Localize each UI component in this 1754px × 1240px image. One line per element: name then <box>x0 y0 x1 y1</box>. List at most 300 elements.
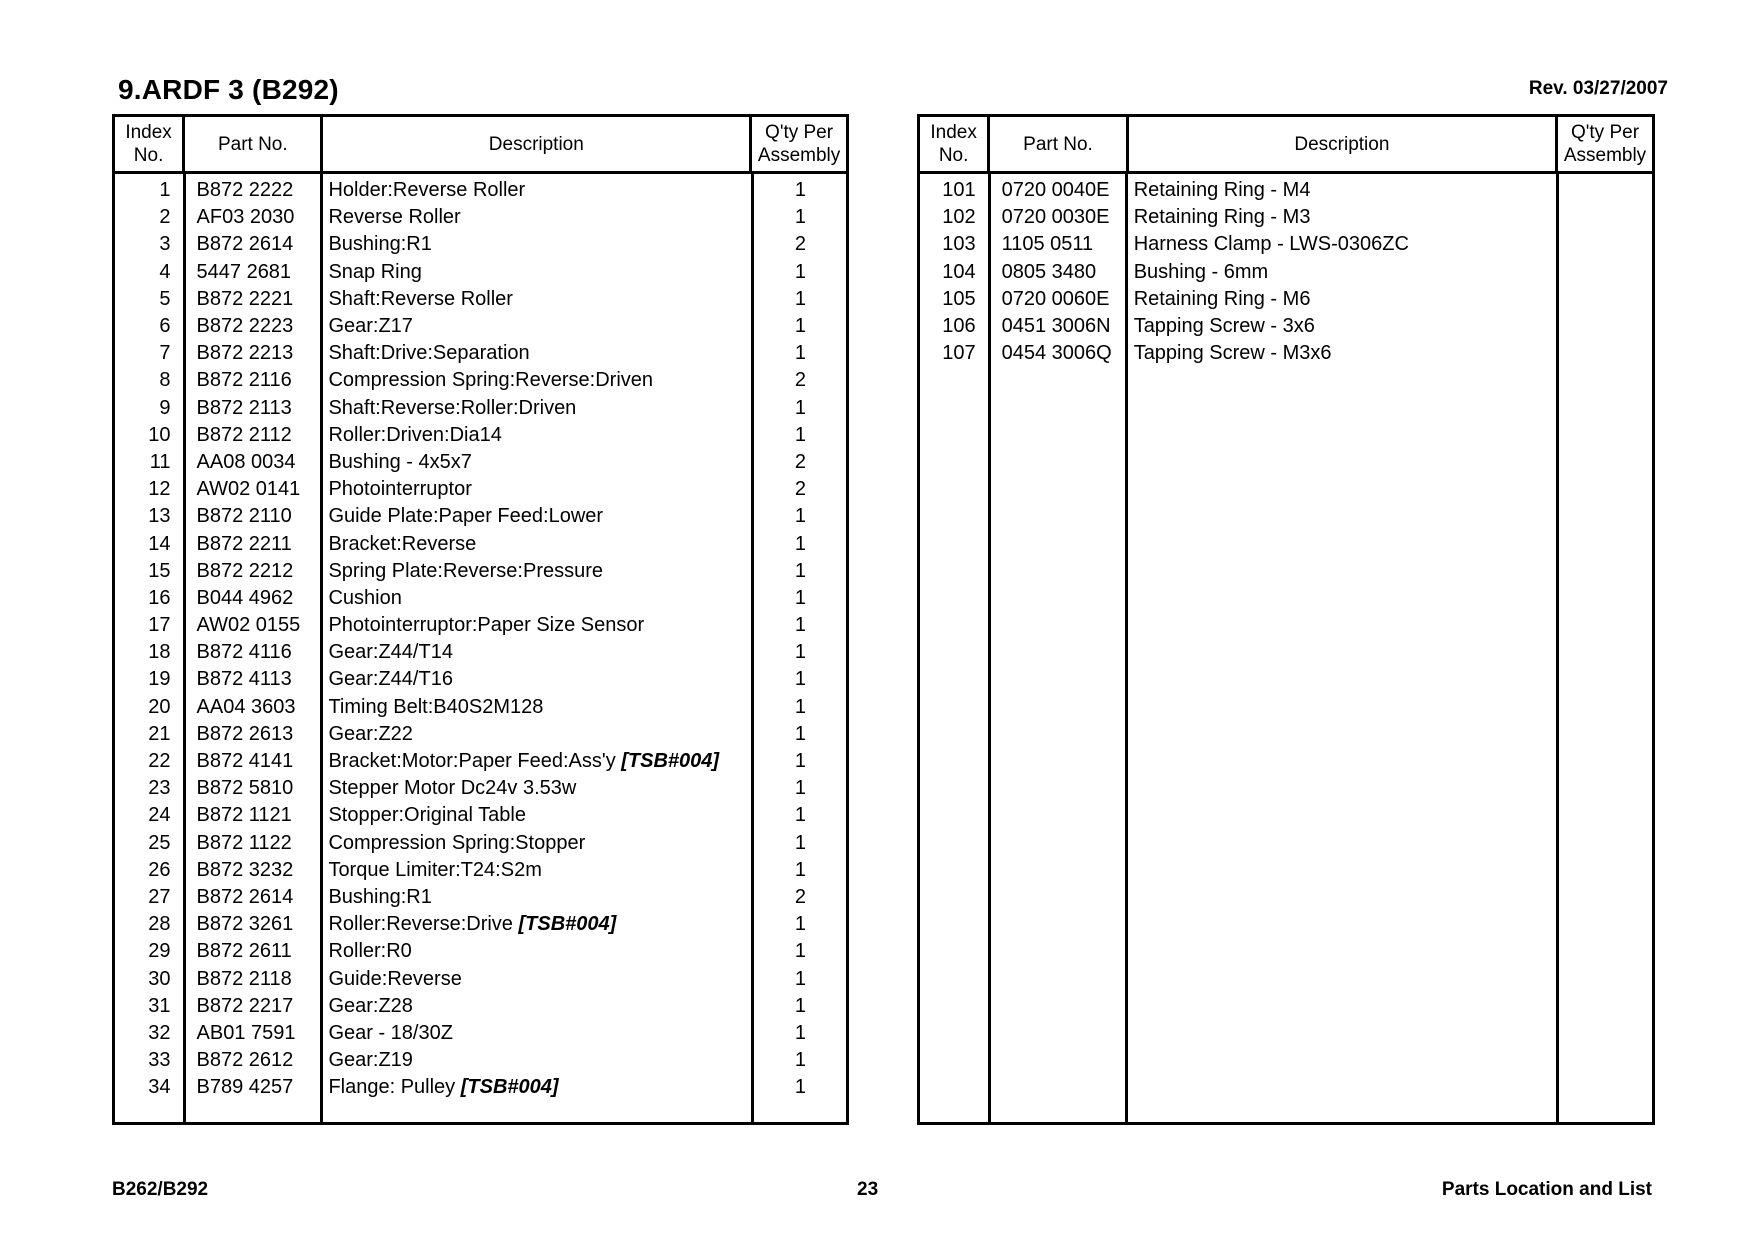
header-qty-line2: Assembly <box>1563 145 1647 166</box>
cell-qty <box>752 206 846 229</box>
cell-part-no-text: AW02 0155 <box>196 614 301 637</box>
table-body <box>115 174 846 1122</box>
cell-index-text: 12 <box>148 478 171 501</box>
header-part-no: Part No. <box>987 117 1126 171</box>
cell-part-no-text: 5447 2681 <box>196 260 292 283</box>
table-header <box>115 117 846 174</box>
cell-index <box>115 886 183 909</box>
cell-qty <box>752 560 846 583</box>
cell-qty <box>752 261 846 284</box>
parts-table-right <box>917 114 1655 1125</box>
table-header <box>920 117 1652 174</box>
cell-part-no-text: B872 2118 <box>196 967 292 990</box>
table-row <box>115 585 846 612</box>
cell-index-text: 10 <box>148 423 171 446</box>
cell-part-no <box>183 777 322 800</box>
cell-qty-text: 1 <box>794 940 806 963</box>
cell-index-text: 20 <box>148 695 171 718</box>
cell-qty-text: 1 <box>794 559 806 582</box>
cell-description-text: Flange: Pulley <box>328 1076 461 1099</box>
table-row <box>920 259 1652 286</box>
cell-index <box>115 206 183 229</box>
cell-part-no <box>183 750 322 773</box>
cell-description <box>1127 315 1558 338</box>
header-index-line1: Index <box>930 122 977 143</box>
cell-description-text: Roller:Reverse:Drive <box>328 913 519 936</box>
cell-index <box>115 723 183 746</box>
table-row <box>115 721 846 748</box>
cell-qty-text: 1 <box>794 804 806 827</box>
cell-part-no-text: 1105 0511 <box>1001 233 1094 256</box>
header-qty-line1: Q'ty Per <box>765 122 834 143</box>
cell-description-text: Photointerruptor <box>328 478 472 501</box>
cell-part-no-text: 0720 0040E <box>1001 179 1110 202</box>
cell-description-text: Harness Clamp - LWS-0306ZC <box>1133 233 1409 256</box>
header-index <box>920 117 987 171</box>
cell-part-no-text: B872 2613 <box>196 722 294 745</box>
table-row <box>115 204 846 231</box>
cell-description-text: Stepper Motor Dc24v 3.53w <box>328 777 577 800</box>
cell-index-text: 8 <box>159 369 171 392</box>
page-title: 9.ARDF 3 (B292) <box>118 74 339 105</box>
cell-index-text: 107 <box>942 342 976 365</box>
cell-index <box>115 233 183 256</box>
cell-part-no-text: AF03 2030 <box>196 206 295 229</box>
cell-qty <box>752 1022 846 1045</box>
cell-description-text: Compression Spring:Stopper <box>328 831 586 854</box>
cell-qty <box>752 451 846 474</box>
cell-qty <box>752 750 846 773</box>
header-qty <box>749 117 846 171</box>
cell-qty <box>752 804 846 827</box>
cell-index <box>115 777 183 800</box>
header-description: Description <box>320 117 749 171</box>
cell-description-text: Holder:Reverse Roller <box>328 179 526 202</box>
cell-description-text: Tapping Screw - 3x6 <box>1133 315 1315 338</box>
cell-description-text: Bushing:R1 <box>328 233 432 256</box>
cell-part-no-text: 0454 3006Q <box>1001 342 1112 365</box>
cell-qty-text: 1 <box>794 722 806 745</box>
cell-index-text: 105 <box>942 287 976 310</box>
table-row <box>920 286 1652 313</box>
cell-description <box>321 1022 751 1045</box>
cell-qty <box>752 179 846 202</box>
cell-qty-text: 1 <box>794 586 806 609</box>
cell-description-text: Reverse Roller <box>328 206 461 229</box>
cell-part-no-text: B872 2113 <box>196 396 292 419</box>
cell-index <box>115 913 183 936</box>
cell-description-text: Spring Plate:Reverse:Pressure <box>328 559 604 582</box>
cell-index-text: 32 <box>148 1021 171 1044</box>
cell-description <box>1127 288 1558 311</box>
table-row <box>115 694 846 721</box>
table-row <box>115 911 846 938</box>
header-index-line1: Index <box>125 122 172 143</box>
cell-description <box>321 1076 751 1099</box>
cell-qty <box>752 886 846 909</box>
table-row <box>115 313 846 340</box>
cell-index-text: 26 <box>148 858 171 881</box>
cell-part-no <box>183 233 322 256</box>
cell-part-no-text: B872 4116 <box>196 641 292 664</box>
table-row <box>115 802 846 829</box>
cell-description <box>321 750 751 773</box>
cell-index <box>115 1049 183 1072</box>
cell-part-no-text: B872 1121 <box>196 804 292 827</box>
cell-description-text: Roller:R0 <box>328 940 412 963</box>
cell-qty-text: 2 <box>794 450 806 473</box>
cell-index <box>920 233 988 256</box>
cell-index <box>115 342 183 365</box>
cell-index-text: 27 <box>148 885 171 908</box>
cell-qty <box>752 968 846 991</box>
cell-qty-text: 1 <box>794 831 806 854</box>
cell-part-no-text: 0720 0030E <box>1001 206 1110 229</box>
cell-description <box>321 723 751 746</box>
tsb-reference: [TSB#004] <box>621 750 720 773</box>
cell-index <box>115 424 183 447</box>
cell-index <box>115 505 183 528</box>
table-row <box>115 830 846 857</box>
cell-part-no <box>988 315 1127 338</box>
cell-part-no <box>183 940 322 963</box>
cell-description <box>321 451 751 474</box>
cell-qty <box>752 397 846 420</box>
cell-index <box>115 940 183 963</box>
tsb-reference: [TSB#004] <box>518 913 617 936</box>
cell-part-no <box>183 614 322 637</box>
cell-index-text: 25 <box>148 831 171 854</box>
cell-index-text: 3 <box>159 233 171 256</box>
cell-part-no-text: B872 2221 <box>196 287 294 310</box>
cell-description-text: Gear:Z44/T14 <box>328 641 453 664</box>
cell-index-text: 5 <box>159 287 171 310</box>
cell-qty-text: 1 <box>794 777 806 800</box>
cell-description-text: Cushion <box>328 586 402 609</box>
cell-index-text: 31 <box>148 994 171 1017</box>
table-row <box>115 395 846 422</box>
table-row <box>115 993 846 1020</box>
cell-index <box>115 1022 183 1045</box>
cell-index <box>115 261 183 284</box>
rows-left <box>115 174 846 1101</box>
cell-index <box>115 968 183 991</box>
cell-description-text: Bracket:Reverse <box>328 532 477 555</box>
table-row <box>920 313 1652 340</box>
cell-qty-text: 1 <box>794 858 806 881</box>
cell-index <box>920 261 988 284</box>
cell-description <box>321 206 751 229</box>
header-qty-line2: Assembly <box>757 145 841 166</box>
cell-part-no-text: B872 2614 <box>196 885 294 908</box>
cell-part-no <box>183 179 322 202</box>
cell-part-no <box>183 451 322 474</box>
header-qty-line1: Q'ty Per <box>1570 122 1640 143</box>
cell-qty-text: 1 <box>794 913 806 936</box>
table-row <box>115 1074 846 1101</box>
cell-index-text: 102 <box>942 206 976 229</box>
cell-part-no <box>988 206 1127 229</box>
rows-right <box>920 174 1652 367</box>
cell-description-text: Bushing - 4x5x7 <box>328 450 472 473</box>
cell-description <box>321 913 751 936</box>
cell-qty-text: 1 <box>794 315 806 338</box>
cell-index <box>920 288 988 311</box>
cell-description <box>321 804 751 827</box>
cell-qty <box>752 696 846 719</box>
cell-part-no <box>183 968 322 991</box>
cell-part-no-text: B872 2110 <box>196 505 292 528</box>
cell-part-no-text: B872 2211 <box>196 532 292 555</box>
cell-index <box>115 804 183 827</box>
cell-index <box>920 179 988 202</box>
cell-description-text: Snap Ring <box>328 260 422 283</box>
cell-index <box>115 288 183 311</box>
cell-description <box>321 179 751 202</box>
cell-part-no-text: B044 4962 <box>196 586 294 609</box>
cell-index <box>920 315 988 338</box>
cell-qty-text: 1 <box>794 1076 806 1099</box>
cell-qty <box>752 587 846 610</box>
cell-part-no-text: AB01 7591 <box>196 1021 296 1044</box>
cell-description <box>321 968 751 991</box>
cell-description <box>321 505 751 528</box>
cell-qty-text: 1 <box>794 668 806 691</box>
cell-description-text: Stopper:Original Table <box>328 804 526 827</box>
cell-part-no <box>183 261 322 284</box>
cell-index <box>115 859 183 882</box>
cell-qty <box>752 1076 846 1099</box>
cell-part-no-text: B872 1122 <box>196 831 292 854</box>
cell-part-no <box>988 288 1127 311</box>
cell-description <box>321 696 751 719</box>
cell-part-no-text: B872 2223 <box>196 315 294 338</box>
cell-part-no-text: B872 2116 <box>196 369 292 392</box>
cell-description-text: Compression Spring:Reverse:Driven <box>328 369 654 392</box>
cell-qty <box>752 940 846 963</box>
cell-part-no <box>183 641 322 664</box>
cell-index-text: 28 <box>148 913 171 936</box>
cell-part-no-text: 0805 3480 <box>1001 260 1097 283</box>
cell-part-no <box>183 696 322 719</box>
cell-description-text: Gear:Z17 <box>328 315 413 338</box>
cell-part-no <box>183 342 322 365</box>
cell-description <box>321 832 751 855</box>
cell-index <box>115 369 183 392</box>
cell-description-text: Retaining Ring - M3 <box>1133 206 1311 229</box>
cell-part-no <box>183 1076 322 1099</box>
cell-part-no-text: B789 4257 <box>196 1076 294 1099</box>
cell-description <box>321 424 751 447</box>
table-body <box>920 174 1652 1122</box>
cell-description-text: Timing Belt:B40S2M128 <box>328 695 544 718</box>
cell-description <box>321 233 751 256</box>
cell-part-no <box>183 397 322 420</box>
parts-table-left <box>112 114 849 1125</box>
cell-description-text: Photointerruptor:Paper Size Sensor <box>328 614 645 637</box>
table-row <box>920 204 1652 231</box>
cell-index-text: 14 <box>148 532 171 555</box>
cell-description-text: Bushing - 6mm <box>1133 260 1269 283</box>
cell-qty-text: 1 <box>794 967 806 990</box>
cell-qty-text: 1 <box>794 342 806 365</box>
cell-description-text: Gear:Z19 <box>328 1049 413 1072</box>
cell-part-no <box>183 505 322 528</box>
header-index-line2: No. <box>938 145 969 166</box>
cell-index <box>115 179 183 202</box>
cell-index-text: 1 <box>159 179 171 202</box>
cell-part-no <box>988 342 1127 365</box>
cell-index-text: 16 <box>148 586 171 609</box>
cell-part-no-text: 0451 3006N <box>1001 315 1111 338</box>
table-row <box>115 177 846 204</box>
cell-description <box>1127 179 1558 202</box>
cell-description <box>321 886 751 909</box>
cell-qty-text: 1 <box>794 750 806 773</box>
cell-qty-text: 1 <box>794 396 806 419</box>
cell-index-text: 21 <box>148 722 171 745</box>
cell-index-text: 18 <box>148 641 171 664</box>
cell-description <box>321 288 751 311</box>
cell-qty <box>752 342 846 365</box>
cell-part-no-text: AA08 0034 <box>196 450 296 473</box>
cell-part-no <box>183 560 322 583</box>
cell-part-no-text: B872 2112 <box>196 423 292 446</box>
cell-index-text: 104 <box>942 260 976 283</box>
cell-part-no-text: B872 2212 <box>196 559 294 582</box>
cell-qty <box>752 478 846 501</box>
cell-qty-text: 2 <box>794 885 806 908</box>
cell-index-text: 106 <box>942 315 976 338</box>
cell-index <box>115 668 183 691</box>
header-part-no: Part No. <box>182 117 320 171</box>
footer-section: Parts Location and List <box>1441 1179 1652 1200</box>
cell-part-no-text: B872 2611 <box>196 940 292 963</box>
table-row <box>115 884 846 911</box>
cell-part-no <box>183 1049 322 1072</box>
cell-qty <box>752 723 846 746</box>
table-row <box>115 286 846 313</box>
cell-qty-text: 1 <box>794 260 806 283</box>
cell-qty <box>752 913 846 936</box>
cell-part-no <box>183 424 322 447</box>
cell-qty-text: 1 <box>794 423 806 446</box>
table-row <box>115 965 846 992</box>
table-row <box>115 422 846 449</box>
table-row <box>920 177 1652 204</box>
header-index <box>115 117 182 171</box>
cell-part-no <box>183 533 322 556</box>
cell-qty-text: 1 <box>794 206 806 229</box>
cell-index-text: 17 <box>148 614 171 637</box>
cell-description <box>321 261 751 284</box>
cell-part-no-text: B872 4113 <box>196 668 292 691</box>
cell-description <box>1127 342 1558 365</box>
cell-description <box>321 369 751 392</box>
cell-index <box>115 614 183 637</box>
cell-index <box>115 397 183 420</box>
table-row <box>115 259 846 286</box>
cell-part-no <box>183 1022 322 1045</box>
cell-index-text: 15 <box>148 559 171 582</box>
header-qty <box>1555 117 1652 171</box>
cell-index-text: 30 <box>148 967 171 990</box>
cell-description-text: Shaft:Reverse Roller <box>328 287 513 310</box>
cell-qty-text: 1 <box>794 695 806 718</box>
cell-index-text: 22 <box>148 750 171 773</box>
cell-description <box>321 940 751 963</box>
cell-description <box>321 560 751 583</box>
cell-index-text: 23 <box>148 777 171 800</box>
cell-index-text: 19 <box>148 668 171 691</box>
cell-index-text: 24 <box>148 804 171 827</box>
header-index-line2: No. <box>133 145 164 166</box>
cell-part-no <box>183 832 322 855</box>
cell-index <box>115 1076 183 1099</box>
cell-index <box>115 315 183 338</box>
cell-part-no-text: 0720 0060E <box>1001 287 1110 310</box>
revision-date: Rev. 03/27/2007 <box>1528 78 1668 99</box>
cell-qty <box>752 641 846 664</box>
tsb-reference: [TSB#004] <box>460 1076 559 1099</box>
cell-description <box>321 342 751 365</box>
cell-qty-text: 1 <box>794 994 806 1017</box>
cell-description-text: Bushing:R1 <box>328 885 432 908</box>
cell-description <box>321 777 751 800</box>
cell-part-no-text: B872 2612 <box>196 1049 294 1072</box>
cell-part-no <box>183 587 322 610</box>
cell-part-no <box>183 369 322 392</box>
cell-part-no <box>183 206 322 229</box>
cell-index-text: 29 <box>148 940 171 963</box>
cell-description-text: Bracket:Motor:Paper Feed:Ass'y <box>328 750 622 773</box>
cell-part-no-text: AA04 3603 <box>196 695 296 718</box>
cell-description <box>321 668 751 691</box>
cell-description <box>321 315 751 338</box>
cell-qty-text: 1 <box>794 505 806 528</box>
cell-description-text: Gear - 18/30Z <box>328 1021 453 1044</box>
cell-part-no <box>183 913 322 936</box>
cell-part-no-text: B872 3232 <box>196 858 294 881</box>
cell-description <box>321 641 751 664</box>
footer-page-number: 23 <box>857 1179 879 1200</box>
cell-qty-text: 1 <box>794 614 806 637</box>
cell-index <box>920 342 988 365</box>
cell-part-no <box>183 886 322 909</box>
table-row <box>115 340 846 367</box>
cell-qty-text: 2 <box>794 233 806 256</box>
table-row <box>115 231 846 258</box>
cell-part-no <box>988 179 1127 202</box>
cell-index <box>115 832 183 855</box>
cell-description <box>1127 261 1558 284</box>
table-row <box>115 612 846 639</box>
cell-part-no <box>183 723 322 746</box>
cell-qty <box>752 995 846 1018</box>
cell-qty <box>752 614 846 637</box>
cell-part-no-text: B872 4141 <box>196 750 294 773</box>
table-row <box>115 476 846 503</box>
table-row <box>115 1047 846 1074</box>
cell-index <box>115 560 183 583</box>
cell-part-no <box>183 804 322 827</box>
cell-qty <box>752 424 846 447</box>
table-row <box>115 775 846 802</box>
cell-description-text: Tapping Screw - M3x6 <box>1133 342 1332 365</box>
cell-index <box>115 750 183 773</box>
cell-part-no <box>183 859 322 882</box>
cell-qty-text: 1 <box>794 532 806 555</box>
